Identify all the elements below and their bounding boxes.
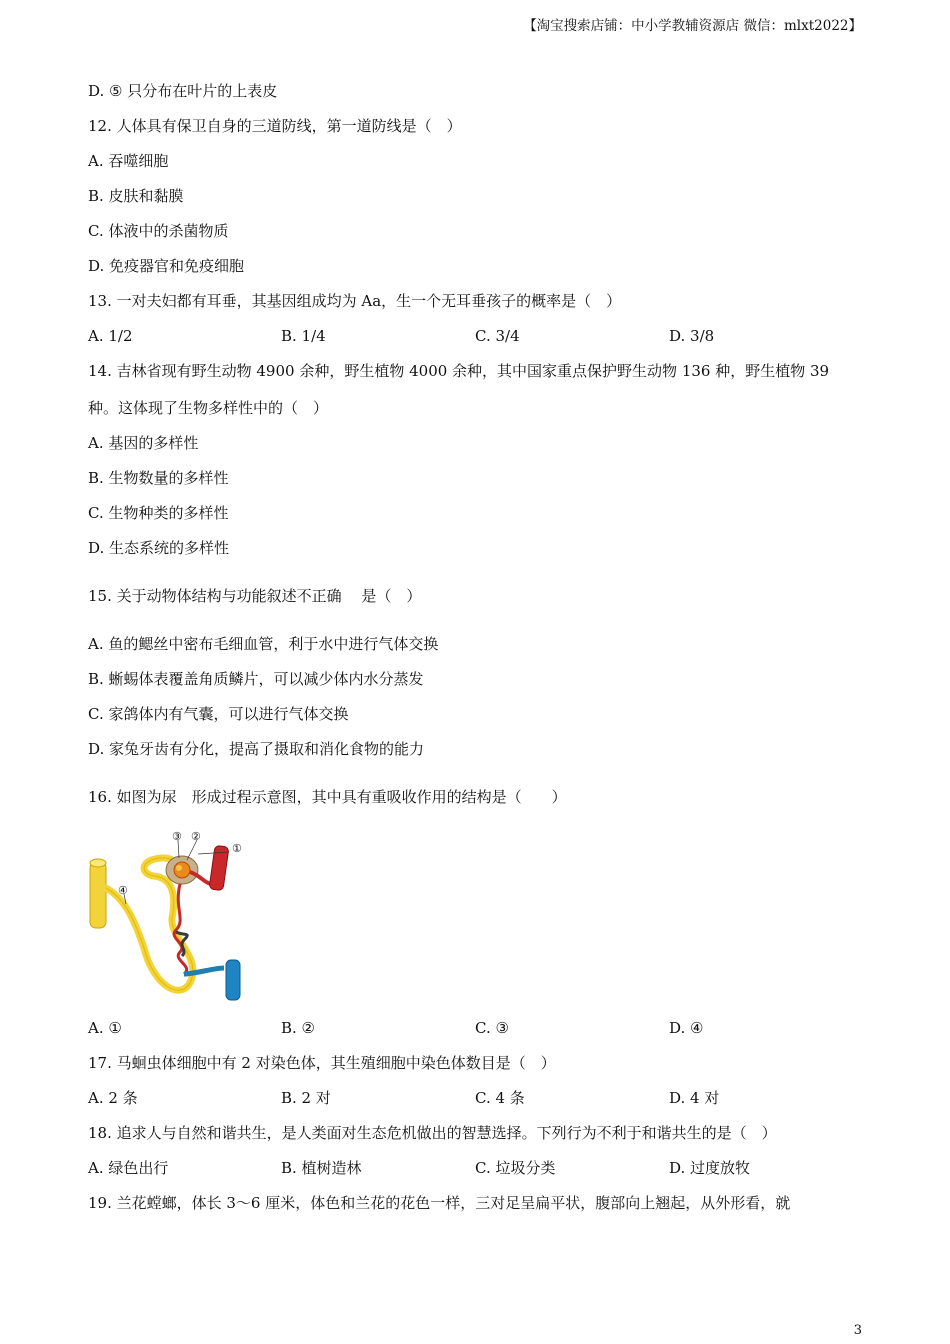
nephron-diagram [84,828,254,1004]
q15-option-b: B. 蜥蜴体表覆盖角质鳞片，可以减少体内水分蒸发 [88,670,424,688]
q13-option-c: C. 3/4 [475,327,520,345]
q18-option-b: B. 植树造林 [281,1159,362,1177]
q13-stem: 13. 一对夫妇都有耳垂，其基因组成均为 Aa，生一个无耳垂孩子的概率是（ ） [88,292,622,310]
q17-option-c: C. 4 条 [475,1089,525,1107]
page-number: 3 [853,1323,862,1338]
q11-option-d: D. ⑤ 只分布在叶片的上表皮 [88,82,278,100]
q15-stem: 15. 关于动物体结构与功能叙述不正确 是（ ） [88,587,422,605]
page-header: 【淘宝搜索店铺：中小学教辅资源店 微信：mlxt2022】 [523,18,862,34]
q16-option-b: B. ② [281,1019,316,1037]
q17-option-d: D. 4 对 [669,1089,720,1107]
q14-stem-line1: 14. 吉林省现有野生动物 4900 余种，野生植物 4000 余种，其中国家重点保护野生动物 136 种，野生植物 39 [88,362,830,380]
q18-stem: 18. 追求人与自然和谐共生，是人类面对生态危机做出的智慧选择。下列行为不利于和谐共生的是（ ） [88,1124,777,1142]
figure-label-1: ① [232,842,242,855]
q12-option-c: C. 体液中的杀菌物质 [88,222,229,240]
q13-option-d: D. 3/8 [669,327,715,345]
q14-option-d: D. 生态系统的多样性 [88,539,230,557]
q16-option-c: C. ③ [475,1019,509,1037]
q18-option-a: A. 绿色出行 [88,1159,169,1177]
q19-stem: 19. 兰花螳螂，体长 3～6 厘米，体色和兰花的花色一样，三对足呈扁平状，腹部向上翘起，从外形看，就 [88,1194,791,1212]
q17-stem: 17. 马蛔虫体细胞中有 2 对染色体，其生殖细胞中染色体数目是（ ） [88,1054,556,1072]
q18-option-c: C. 垃圾分类 [475,1159,556,1177]
q12-stem: 12. 人体具有保卫自身的三道防线，第一道防线是（ ） [88,117,462,135]
q17-option-b: B. 2 对 [281,1089,331,1107]
q16-option-a: A. ① [88,1019,122,1037]
q12-option-a: A. 吞噬细胞 [88,152,169,170]
q18-option-d: D. 过度放牧 [669,1159,751,1177]
q12-option-b: B. 皮肤和黏膜 [88,187,184,205]
q14-stem-line2: 种。这体现了生物多样性中的（ ） [88,399,329,417]
figure-label-2: ② [191,830,201,843]
q17-option-a: A. 2 条 [88,1089,138,1107]
q14-option-a: A. 基因的多样性 [88,434,199,452]
q13-option-a: A. 1/2 [88,327,133,345]
q16-option-d: D. ④ [669,1019,704,1037]
figure-label-4: ④ [118,884,128,897]
q15-option-c: C. 家鸽体内有气囊，可以进行气体交换 [88,705,349,723]
q14-option-b: B. 生物数量的多样性 [88,469,229,487]
figure-label-3: ③ [172,830,182,843]
q13-option-b: B. 1/4 [281,327,326,345]
q15-option-d: D. 家兔牙齿有分化，提高了摄取和消化食物的能力 [88,740,425,758]
q12-option-d: D. 免疫器官和免疫细胞 [88,257,245,275]
q14-option-c: C. 生物种类的多样性 [88,504,229,522]
q16-stem: 16. 如图为尿 形成过程示意图，其中具有重吸收作用的结构是（ ） [88,788,567,806]
q15-option-a: A. 鱼的鳃丝中密布毛细血管，利于水中进行气体交换 [88,635,439,653]
